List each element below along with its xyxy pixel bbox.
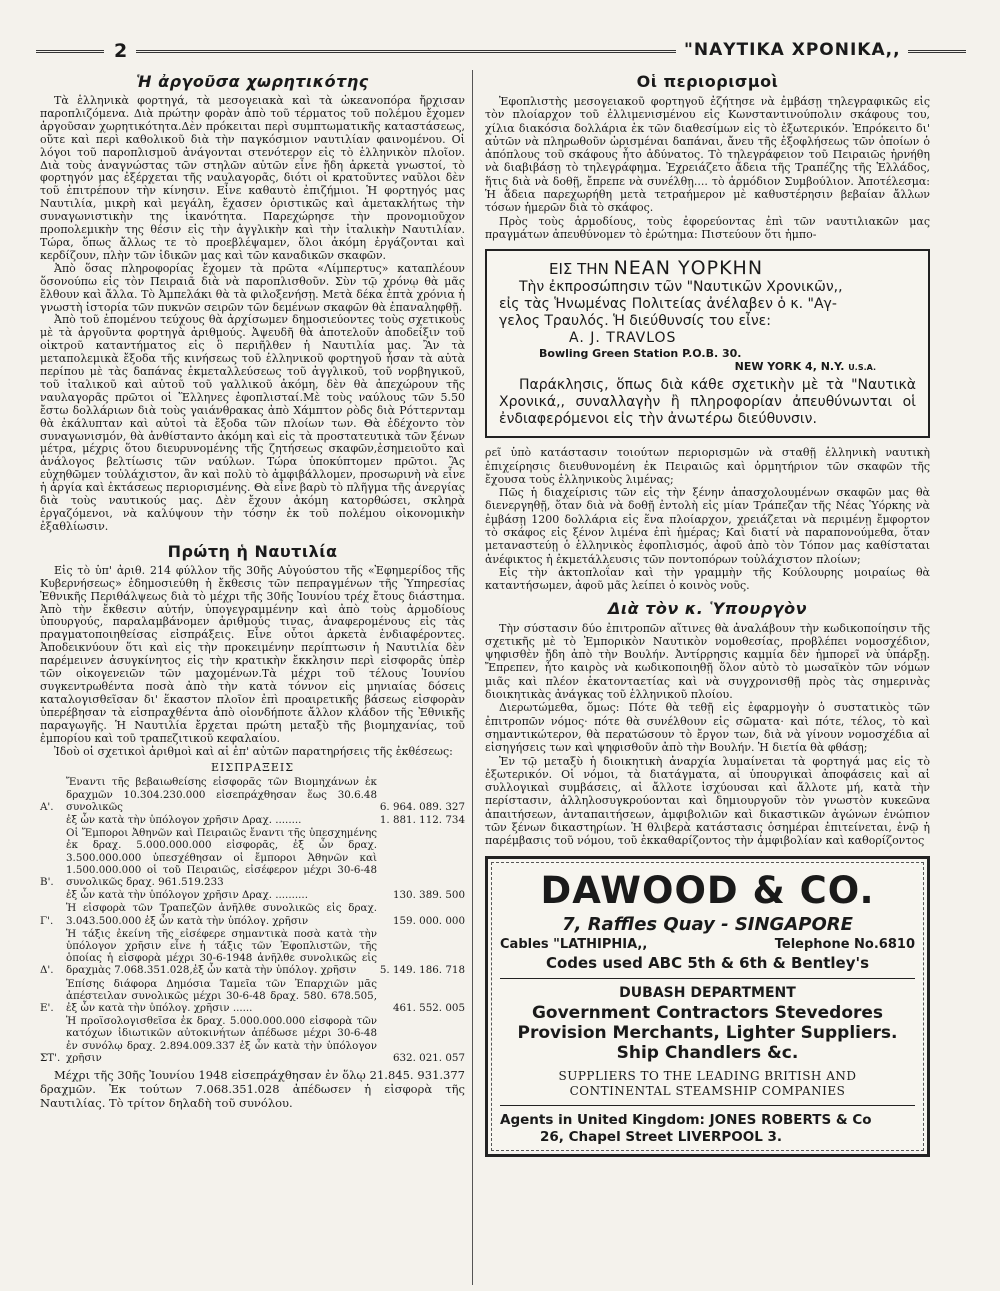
ad-dawood-agents-2: 26, Chapel Street LIVERPOOL 3. bbox=[540, 1128, 783, 1145]
receipt-text: ἐξ ὧν κατὰ τὴν ὑπόλογον χρῆσιν Δραχ. ........ bbox=[66, 814, 302, 827]
paragraph: ρεῖ ὑπὸ κατάστασιν τοιούτων περιορισμῶν νὰ σταθῇ ἑλληνικὴ ναυτικὴ ἐπιχείρησις διευθυνομένη ἐκ Πειραιῶς καὶ ὁρμητήριον τῶν σκαφῶν τῆς ἔχουσα τοὺς ἑλληνικοὺς λιμένας; bbox=[485, 446, 930, 486]
ad-dawood-divider bbox=[500, 1105, 915, 1106]
receipt-row bbox=[40, 902, 465, 926]
ad-dawood-services-3: Ship Chandlers &c. bbox=[616, 1042, 799, 1063]
article-title-restrictions: Οἱ περιορισμοὶ bbox=[636, 72, 779, 91]
ad-dawood-divider bbox=[500, 978, 915, 979]
ad-dawood-services-1: Government Contractors Stevedores bbox=[531, 1002, 884, 1023]
receipt-label: ΣΤ'. bbox=[40, 1051, 61, 1064]
receipt-amount: 6. 964. 089. 327 bbox=[379, 800, 465, 813]
ad-ny-line: γελος Τραυλός. Ἡ διεύθυνσίς του εἶνε: bbox=[499, 313, 771, 330]
ad-dawood bbox=[485, 856, 930, 1157]
receipt-label: Γ'. bbox=[40, 914, 54, 927]
ad-ny-prefix: ΕΙΣ ΤΗΝ bbox=[549, 260, 609, 279]
column-divider bbox=[472, 70, 473, 1285]
ad-ny-city-line: NEW YORK 4, N.Y. bbox=[734, 360, 845, 374]
ad-dawood-cables: Cables "LATHIPHIA,, bbox=[500, 936, 648, 952]
receipt-row bbox=[40, 978, 465, 1015]
paragraph: Ἐν τῷ μεταξὺ ἡ διοικητικὴ ἀναρχία λυμαίνεται τὰ φορτηγά μας εἰς τὸ ἐξωτερικόν. Οἱ νόμοι, τὰ διατάγματα, αἱ ὑπουργικαὶ ἀποφάσεις καὶ αἱ συλλογικαὶ συμβάσεις, αἱ ἄλλοτε ἰσχύουσαι καὶ ἄλλοτε μή, κατὰ τὴν περίστασιν, ἀλληλοσυγκρούονται καὶ δημιουργοῦν τὸν γνωστὸν κυκεῶνα ἀπαιτήσεων, ἀνταπαιτήσεων, ἀμφιβολιῶν καὶ δικαστικῶν ἀγώνων ἐνώπιον τῶν ξένων δικαστηρίων. Ἡ θλιβερὰ κατάστασις ὁσημέραι ἐπιτείνεται, ἐνῷ ἡ παρέμβασις τοῦ νόμου, τοῦ ἐκκαθαρίζοντος τὴν ἀμφιβολίαν καὶ καθορίζοντος bbox=[485, 754, 930, 848]
article-title-minister: Διὰ τὸν κ. Ὑπουργὸν bbox=[608, 598, 807, 618]
paragraph: Εἰς τὴν ἀκτοπλοΐαν καὶ τὴν γραμμὴν τῆς Κούλουρης μοιραίως θὰ καταντήσωμεν, ἀφοῦ μᾶς λείπει ὁ κοινὸς νοῦς. bbox=[485, 565, 930, 593]
paragraph: Ἀπὸ τοῦ ἐπομένου τεύχους θὰ ἀρχίσωμεν δημοσιεύοντες τοὺς σχετικοὺς μὲ τὰ ἀργοῦντα φορτηγὰ ἀριθμούς. Ἀψευδῆ θὰ ἀποτελοῦν ἀποδείξιν τοῦ οἰκτροῦ καταντήματος εἰς ὃ περιῆλθεν ἡ Ναυτιλία μας. Ἂν τὰ μεταπολεμικὰ ἔξοδα τῆς κινήσεως τοῦ ἑλληνικοῦ φορτηγοῦ ἦσαν τὰ αὐτὰ περίπου μὲ τὰς δαπάνας ἐκμεταλλεύσεως τοῦ ἀγγλικοῦ, τοῦ νορβηγικοῦ, τοῦ ἰταλικοῦ καὶ αὐτοῦ τοῦ γαλλικοῦ ἀκόμη, δὲν θὰ ἀπεχώρουν τῆς ναυλαγορᾶς πρῶτοι οἱ Ἕλληνες ἐφοπλισταί.Μὲ τοὺς ναύλους τῶν 5.50 ἔστω δολλάριων διὰ τοὺς γαιάνθρακας ἀπὸ Χάμπτον ρὸδς διὰ Ρόττερνταμ θὰ ἐκάλυπταν καὶ αὐτοὶ τὰ ἔξοδα τῶν πλοίων των. Θὰ ἐδέχοντο τὸν συναγωνισμόν, θὰ ἀνθίσταντο ἀκόμη καὶ εἰς τὰ προστατευτικὰ τῶν ξένων μέτρα, μέχρις ὅτου διευρυνομένης τῆς ζητήσεως σκαφῶν,ἐσημειοῦτο καὶ ἀνάλογος βελτίωσις τῶν ναύλων. Τώρα ὑποκύπτομεν πρῶτοι. Ἂς εὐχηθῶμεν τοὐλάχιστον, ἂν καὶ πολὺ τὸ ἀμφιβάλλομεν, προσωρινὴ νὰ εἶνε ἡ ἀργία καὶ ἐκτάσεως περιορισμένης. Θὰ εἶνε βαρὺ τὸ πλῆγμα τῆς ἀνεργίας διὰ τοὺς ναυτικούς μας. Δὲν ἔχουν ἀκόμη κατορθώσει, σκληρὰ ἐργαζόμενοι, νὰ καλύψουν τὴν τόσην ἐκ τοῦ πολέμου οἰκονομικὴν ἐξαθλίωσιν. bbox=[40, 313, 465, 533]
receipt-text: ἐξ ὧν κατὰ τὴν ὑπόλογον χρῆσιν Δραχ. .......... bbox=[66, 889, 308, 902]
ad-dawood-contacts bbox=[500, 937, 915, 952]
article-body-idle-tonnage bbox=[40, 95, 465, 534]
paragraph: Διερωτώμεθα, ὅμως: Πότε θὰ τεθῇ εἰς ἐφαρμογὴν ὁ συστατικὸς τῶν ἐπιτροπῶν νόμος· πότε θὰ συνέλθουν εἰς σῶματα· καὶ πότε, τέλος, τὸ καὶ σημαντικώτερον, θὰ περατώσουν τὸ ἔργον των, διὰ νὰ γίνουν νομοσχέδια αἱ εἰσηγήσεις των καὶ ψηφισθοῦν ἀπὸ τὴν Βουλήν. Ἡ διετία θὰ φθάσῃ; bbox=[485, 701, 930, 755]
receipt-row bbox=[40, 928, 465, 977]
ad-dawood-suppliers-2: CONTINENTAL STEAMSHIP COMPANIES bbox=[569, 1083, 846, 1098]
receipt-amount: 632. 021. 057 bbox=[392, 1051, 465, 1064]
ad-ny-name: A. J. TRAVLOS bbox=[569, 330, 677, 347]
masthead: "ΝΑΥΤΙΚΑ ΧΡΟΝΙΚΑ,, bbox=[684, 40, 901, 60]
receipt-text: Ἔναντι τῆς βεβαιωθείσης εἰσφορᾶς τῶν Βιομηχάνων ἐκ δραχμῶν 10.304.230.000 εἰσεπράχθησαν ἕως 30.6.48 συνολικῶς bbox=[66, 776, 377, 813]
left-column bbox=[40, 70, 465, 1110]
ad-new-york bbox=[485, 249, 930, 438]
article-body-minister bbox=[485, 622, 930, 848]
receipt-text: Ἡ προϊσολογισθεῖσα ἐκ δραχ. 5.000.000.000 εἰσφορὰ τῶν κατόχων ἰδιωτικῶν αὐτοκινήτων ἀπέδωσε μέχρι 30-6-48 ἐν συνόλῳ δραχ. 2.894.009.337 ἐξ ὧν κατὰ τὴν ὑπόλογον χρῆσιν bbox=[66, 1015, 377, 1064]
ad-ny-city: ΝΕΑΝ ΥΟΡΚΗΝ bbox=[613, 257, 764, 280]
ad-ny-line: εἰς τὰς Ἡνωμένας Πολιτείας ἀνέλαβεν ὁ κ. "Αγ- bbox=[499, 296, 837, 313]
paragraph: Τὴν σύστασιν δύο ἐπιτροπῶν αἵτινες θὰ ἀναλάβουν τὴν κωδικοποίησιν τῆς σχετικῆς μὲ τὸ Ἐμπορικὸν Ναυτικὸν νομοθεσίας, προβλέπει νομοσχέδιον, ψηφισθὲν ἤδη ἀπὸ τὴν Βουλήν. Ἀντίρρησις καμμία δὲν ἠμπορεῖ νὰ ὑπάρξῃ. Ἔπρεπεν, ἦτο καιρὸς νὰ κωδικοποιηθῇ ὅλον αὐτὸ τὸ μωσαϊκὸν τῶν νόμων μιᾶς καὶ πλέον ἑκατονταετίας καὶ νὰ συγχρονισθῇ πρὸς τὰς σημερινὰς διοικητικὰς ἀνάγκας τοῦ ἑλληνικοῦ πλοίου. bbox=[485, 621, 930, 702]
paragraph: Πρὸς τοὺς ἁρμοδίους, τοὺς ἐφορεύοντας ἐπὶ τῶν ναυτιλιακῶν μας πραγμάτων ἀπευθύνομεν τὸ ἐρώτημα: Πιστεύουν ὅτι ἡμπο- bbox=[485, 214, 930, 241]
article-body-restrictions bbox=[485, 95, 930, 241]
header-rule-left bbox=[36, 50, 104, 53]
ad-ny-heading bbox=[499, 257, 916, 279]
ad-ny-address-1: Bowling Green Station P.O.B. 30. bbox=[539, 347, 742, 361]
receipt-label: Α'. bbox=[40, 800, 54, 813]
header-rule-right bbox=[908, 50, 966, 53]
ad-dawood-dept: DUBASH DEPARTMENT bbox=[619, 984, 796, 1001]
receipt-amount: 461. 552. 005 bbox=[392, 1002, 465, 1015]
receipt-amount: 130. 389. 500 bbox=[392, 889, 465, 902]
receipt-amount: 159. 000. 000 bbox=[392, 914, 465, 927]
receipt-amount: 5. 149. 186. 718 bbox=[379, 964, 465, 977]
paragraph: Εἰς τὸ ὑπ' ἀριθ. 214 φύλλον τῆς 30ῆς Αὐγούστου τῆς «Ἐφημερίδος τῆς Κυβερνήσεως» ἐδημοσιεύθη ἡ ἔκθεσις τῶν πεπραγμένων τῆς Ὑπηρεσίας Ἐθνικῆς Περιθάλψεως διὰ τὸ μέχρι τῆς 30ῆς Ἰουνίου τρέχ ἔτους διάστημα. Ἀπὸ τὴν ἔκθεσιν αὐτήν, ὑπογεγραμμένην καὶ ἀπὸ τοὺς ἁρμοδίους ὑπουργούς, παραλαμβάνομεν ἀριθμούς τινας, ἀναφερομένους εἰς τὰς πραγματοποιηθείσας εἰσπράξεις. Εἶνε οὗτοι ἀρκετὰ ἐνδιαφέροντες. Ἀποδεικνύουν ὅτι καὶ εἰς τὴν προκειμένην περίπτωσιν ἡ Ναυτιλία δὲν παρέμεινεν ἀσυγκίνητος εἰς τὴν κρατικὴν ἔκκλησιν περὶ εἰσφορᾶς ὑπὲρ τῶν οἰκογενειῶν τῶν μαχομένων.Τὰ μέχρι τοῦ τέλους Ἰουνίου συγκεντρωθέντα ποσὰ ἀπὸ τὴν κατὰ τόννον εἰς μηνιαίας δόσεις καταλογισθεῖσαν δι' ἕκαστον πλοῖον ἐπὶ προαιρετικῆς βάσεως εἰσφορὰν ὑπερέβησαν τὰ εἰσπραχθέντα ἀπὸ οἱονδήποτε ἄλλον κλάδον τῆς Ἐθνικῆς παραγωγῆς. Ἡ Ναυτιλία ἔρχεται πρώτη μεταξὺ τῆς βιομηχανίας, τοῦ ἐμπορίου καὶ τοῦ τραπεζιτικοῦ κεφαλαίου. bbox=[40, 563, 465, 745]
article-body-shipping-first bbox=[40, 565, 465, 759]
receipts-closing: Μέχρι τῆς 30ῆς Ἰουνίου 1948 εἰσεπράχθησαν ἐν ὅλῳ 21.845. 931.377 δραχμῶν. Ἐκ τούτων 7.068.351.028 ἀπέδωσεν ἡ εἰσφορὰ τῆς Ναυτιλίας. Τὸ τρίτον δηλαδὴ τοῦ συνόλου. bbox=[40, 1068, 465, 1111]
ad-dawood-services-2: Provision Merchants, Lighter Suppliers. bbox=[517, 1022, 898, 1043]
ad-dawood-codes: Codes used ABC 5th & 6th & Bentley's bbox=[545, 953, 870, 972]
ad-ny-line: Τὴν ἐκπροσώπησιν τῶν "Ναυτικῶν Χρονικῶν,, bbox=[519, 279, 843, 296]
paragraph: Ἰδοὺ οἱ σχετικοὶ ἀριθμοὶ καὶ αἱ ἐπ' αὐτῶν παρατηρήσεις τῆς ἐκθέσεως: bbox=[54, 744, 453, 758]
ad-dawood-agents-1: Agents in United Kingdom: JONES ROBERTS & Co bbox=[500, 1111, 872, 1128]
receipts-title: ΕΙΣΠΡΑΞΕΙΣ bbox=[211, 761, 294, 775]
receipt-label: Δ'. bbox=[40, 964, 54, 977]
receipt-label: Ε'. bbox=[40, 1002, 54, 1015]
receipt-row bbox=[40, 814, 465, 826]
ad-ny-note: Παράκλησις, ὅπως διὰ κάθε σχετικὴν μὲ τὰ "Ναυτικὰ Χρονικά,, συναλλαγὴν ἢ πληροφορίαν ἀπευθύνωνται οἱ ἐνδιαφερόμενοι εἰς τὴν ἀνωτέρω διεύθυνσιν. bbox=[499, 377, 916, 428]
ad-dawood-address: 7, Raffles Quay - SINGAPORE bbox=[562, 913, 853, 935]
paragraph: Ἀπὸ ὅσας πληροφορίας ἔχομεν τὰ πρῶτα «Λίμπερτυς» καταπλέουν ὅσονούπω εἰς τὸν Πειραιᾶ διὰ νὰ παροπλισθοῦν. Σὺν τῷ χρόνῳ θὰ μᾶς ἔλθουν καὶ ἄλλα. Τὸ Ἀμπελάκι θὰ τὰ φιλοξενήσῃ. Μετὰ δέκα ἑπτὰ χρόνια ἡ γνωστὴ ἱστορία τῶν πυκνῶν σειρῶν τῶν δεμένων σκαφῶν θὰ ἐπαναληφθῇ. bbox=[40, 261, 465, 314]
article-title-idle-tonnage: Ἡ ἀργοῦσα χωρητικότης bbox=[136, 72, 369, 91]
article-title-shipping-first: Πρώτη ἡ Ναυτιλία bbox=[167, 541, 338, 561]
receipt-text: Ἐπίσης διάφορα Δημόσια Ταμεῖα τῶν Ἐπαρχιῶν μᾶς ἀπέστειλαν συνολικῶς μέχρι 30-6-48 δραχ. 580. 678.505, ἐξ ὧν κατὰ τὴν ὑπόλογ. χρῆσιν ...... bbox=[66, 977, 377, 1015]
receipt-label: Β'. bbox=[40, 876, 54, 889]
ad-dawood-suppliers-1: SUPPLIERS TO THE LEADING BRITISH AND bbox=[558, 1068, 857, 1083]
ad-dawood-name: DAWOOD & CO. bbox=[540, 868, 875, 912]
receipt-text: Οἱ Ἔμποροι Ἀθηνῶν καὶ Πειραιῶς ἔναντι τῆς ὑπεσχημένης ἐκ δραχ. 5.000.000.000 εἰσφορᾶς, ἐξ ὧν δραχ. 3.500.000.000 ὑπεσχέθησαν οἱ ἔμποροι Ἀθηνῶν καὶ 1.500.000.000 οἱ τοῦ Πειραιῶς, εἰσέφερον μέχρι 30-6-48 συνολικῶς δραχ. 961.519.233 bbox=[66, 827, 377, 889]
page-header bbox=[36, 40, 966, 62]
receipt-text: Ἡ τάξις ἐκείνη τῆς εἰσέφερε σημαντικὰ ποσὰ κατὰ τὴν ὑπόλογον χρῆσιν εἶνε ἡ τάξις τῶν Ἐφοπλιστῶν, τῆς ὁποίας ἡ εἰσφορὰ μέχρι 30-6-1948 ἀνῆλθε συνολικῶς εἰς δραχμὰς 7.068.351.028,ἐξ ὧν κατὰ τὴν ὑπόλογ. χρῆσιν bbox=[66, 927, 377, 977]
paragraph: Τὰ ἑλληνικὰ φορτηγά, τὰ μεσογειακὰ καὶ τὰ ὠκεανοπόρα ἤρχισαν παροπλιζόμενα. Διὰ πρώτην φορὰν ἀπὸ τοῦ τέρματος τοῦ πολέμου ἔχομεν ἀργοῦσαν χωρητικότητα.Δὲν πρόκειται περὶ συμπτωματικῆς καταστάσεως, οὔτε καὶ περὶ καθολικοῦ διὰ τὴν παγκόσμιον ναυτιλίαν φαινομένου. Οἱ λόγοι τοῦ παροπλισμοῦ ἀνάγονται στενότερον εἰς τὸ ἑλληνικὸν πλοῖον. Διὰ τοὺς ἀναγνώστας τῶν στηλῶν αὐτῶν εἶνε ἤδη ἀρκετὰ γνωστοί, τὸ φορτηγόν μας ἐξέρχεται τῆς ναυλαγορᾶς, διότι οἱ κρατοῦντες ναῦλοι δὲν τοῦ ἐπιτρέπουν τὴν κίνησιν. Εἶνε καθαυτὸ ἐπιζήμιοι. Ἡ φορτηγός μας Ναυτιλία, μικρὴ καὶ μεγάλη, ἔχασεν ὁριστικῶς καὶ ἀμετακλήτως τὴν συναγωνιστικὴν της ἱκανότητα. Παρεχώρησε τὴν προνομιοῦχον προπολεμικὴν της θέσιν εἰς τὴν ἀγγλικὴν καὶ τὴν ἰταλικὴν Ναυτιλίαν. Τώρα, ὅπως ἄλλως τε τὸ προεβλέψαμεν, ὅλοι ἀκόμη ἐργάζονται καὶ κερδίζουν, πλὴν τῶν ἰδικῶν μας καὶ τῶν καναδικῶν σκαφῶν. bbox=[40, 94, 465, 262]
ad-ny-address-2 bbox=[499, 360, 916, 373]
receipt-row bbox=[40, 1015, 465, 1064]
ad-ny-country: U.S.A. bbox=[848, 363, 876, 373]
article-body-restrictions-continued bbox=[485, 446, 930, 592]
right-column bbox=[485, 70, 930, 1157]
page-number: 2 bbox=[114, 40, 128, 62]
receipt-row bbox=[40, 827, 465, 888]
ad-dawood-telephone: Telephone No.6810 bbox=[774, 936, 915, 952]
receipts-list bbox=[40, 776, 465, 1064]
receipt-row bbox=[40, 889, 465, 901]
receipt-text: Ἡ εἰσφορὰ τῶν Τραπεζῶν ἀνῆλθε συνολικῶς εἰς δραχ. 3.043.500.000 ἐξ ὧν κατὰ τὴν ὑπόλογ. χρῆσιν bbox=[66, 902, 377, 927]
paragraph: Ἐφοπλιστὴς μεσογειακοῦ φορτηγοῦ ἐζήτησε νὰ ἐμβάσῃ τηλεγραφικῶς εἰς τὸν πλοίαρχον τοῦ ἐλλιμενισμένου εἰς Κωνσταντινούπολιν σκάφους του, χίλια διακόσια δολλάρια ἐκ τῶν διαθεσίμων εἰς τὸ ἐξωτερικόν. Ἐπρόκειτο δι' αὐτῶν νὰ πληρωθοῦν ὡρισμέναι δαπάναι, ἄνευ τῆς ἐξοφλήσεως τῶν ὁποίων ὁ ἀπόπλους τοῦ σκάφους ἦτο ἀδύνατος. Τὸ τηλεγράφειον τοῦ Πειραιῶς ἠρνήθη νὰ διαβιβάσῃ τὸ τηλεγράφημα. Ἐχρειάζετο ἄδεια τῆς Τραπέζης τῆς Ἑλλάδος, ἥτις διὰ νὰ δοθῇ, ἔπρεπε νὰ συνέλθῃ.... τὸ ἁρμόδιον Συμβούλιον. Ἀποτέλεσμα: Ἡ ἄδεια παρεχωρήθη μετὰ τετραήμερον μὲ καθυστέρησιν βεβαίαν ἄλλων τόσων ἡμερῶν διὰ τὸ σκάφος. bbox=[485, 95, 930, 215]
paragraph: Πῶς ἡ διαχείρισις τῶν εἰς τὴν ξένην ἀπασχολουμένων σκαφῶν μας θὰ διενεργηθῇ, ὅταν διὰ νὰ δοθῇ ἐντολὴ εἰς μίαν Τράπεζαν τῆς Νέας Ὑόρκης νὰ ἐμβάσῃ 1200 δολλάρια εἰς ἕνα πλοίαρχον, χρειάζεται νὰ περιμένῃ ἔμφορτον τὸ σκάφος εἰς ξένον λιμένα ἐπὶ ἡμέρας; Καὶ διατί νὰ παραπονούμεθα, ὅταν μεταναστεύῃ ὁ ἑλληνικὸς ἐφοπλισμός, ἀφοῦ ἀπὸ τὸν Τόπον μας καθίσταται ἀνέφικτος ἡ ἐκμετάλλευσις τῶν ποντοπόρων τοὐλάχιστον πλοίων; bbox=[485, 486, 930, 566]
receipt-row bbox=[40, 776, 465, 813]
receipt-amount: 1. 881. 112. 734 bbox=[379, 814, 465, 827]
header-rule-middle bbox=[136, 50, 676, 53]
